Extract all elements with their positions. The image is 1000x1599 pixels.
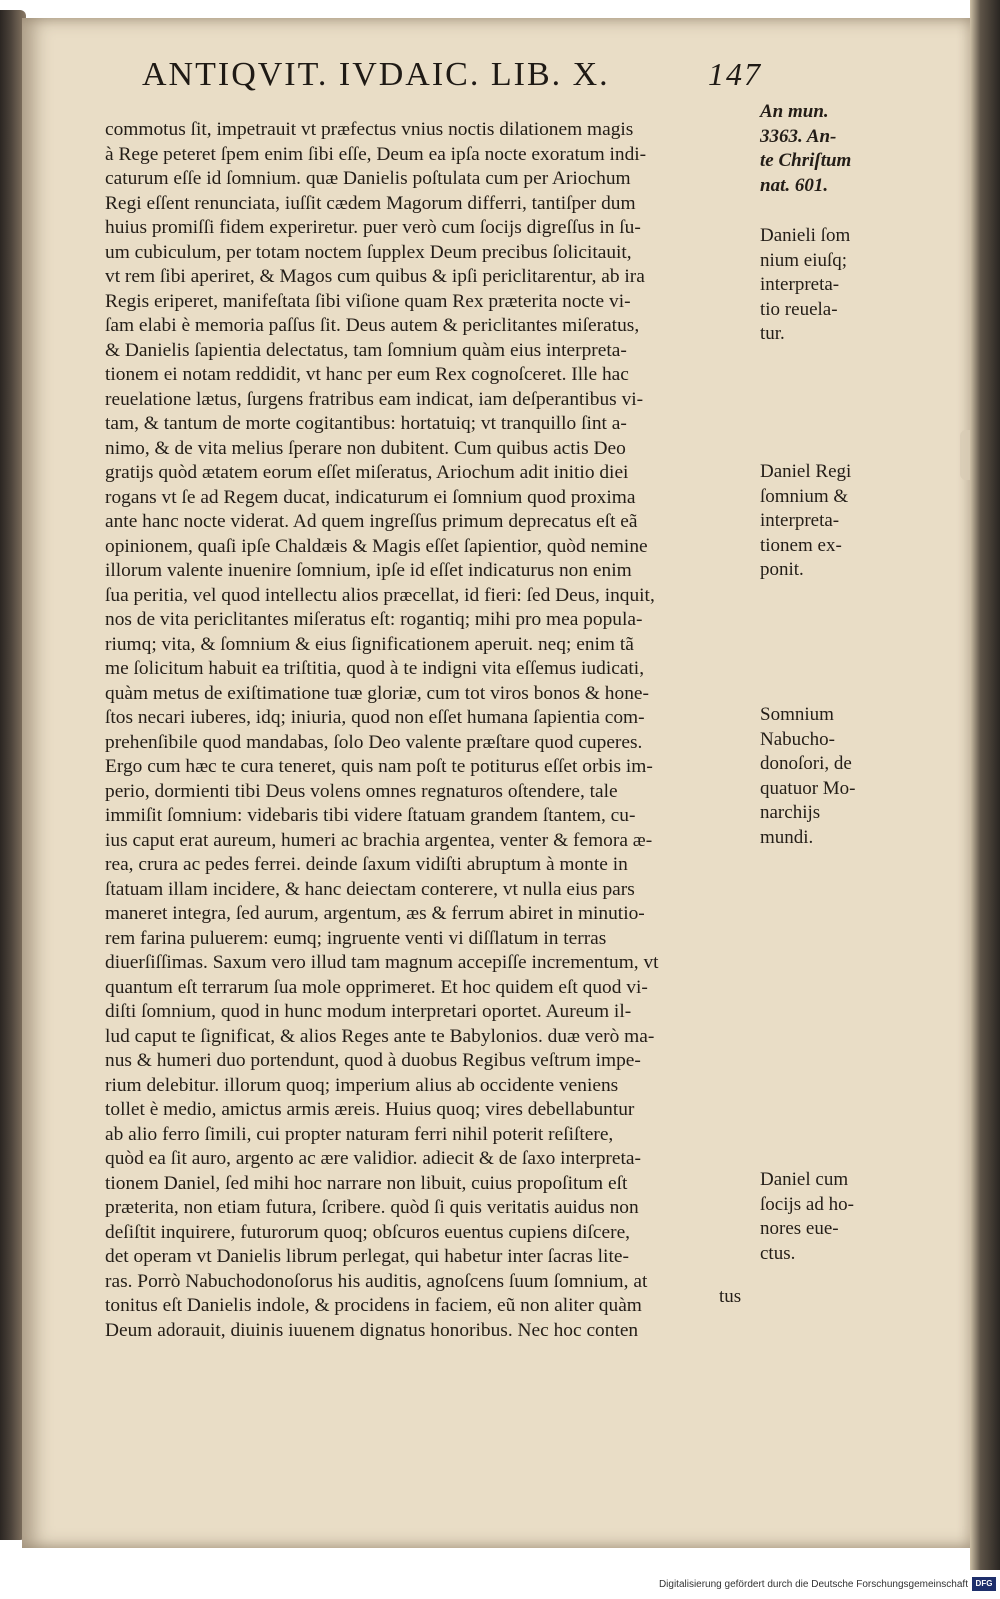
- facing-page-bleed: [22, 138, 36, 1388]
- marginal-note-line: An mun.: [760, 101, 829, 122]
- marginal-note-line: tio reuela-: [760, 298, 838, 320]
- text-line: commotus ſit, impetrauit vt præfectus vnius noctis dilationem magis: [105, 119, 634, 140]
- text-line: rogans vt ſe ad Regem ducat, indicaturum ei ſomnium quod proxima: [105, 486, 636, 508]
- marginal-note-four-monarchies: [760, 703, 856, 850]
- marginal-note-line: Danieli ſom: [760, 225, 851, 246]
- marginal-note-line: donoſori, de: [760, 753, 852, 774]
- text-line: riumq; vita, & ſomnium & eius ſignificationem aperuit. neq; enim tã: [105, 633, 634, 655]
- text-line: nimo, & de vita melius ſperare non dubitent. Cum quibus actis Deo: [105, 437, 626, 459]
- text-line: illorum valente inuenire ſomnium, ipſe id eſſet indicaturus non enim: [105, 560, 632, 581]
- marginal-note-line: narchijs: [760, 802, 821, 823]
- text-line: rem farina puluerem: eumq; ingruente venti vi diſſlatum in terras: [105, 927, 607, 949]
- text-line: diſti ſomnium, quod in hunc modum interpretari oportet. Aureum il-: [105, 1001, 632, 1022]
- text-line: ius caput erat aureum, humeri ac brachia argentea, venter & femora æ-: [105, 829, 653, 851]
- marginal-note-line: tionem ex-: [760, 534, 842, 556]
- text-line: rea, crura ac pedes ferrei. deinde ſaxum vidiſti abruptum à monte in: [105, 854, 628, 875]
- text-line: lud caput te ſignificat, & alios Reges ante te Babylonios. duæ verò ma-: [105, 1025, 655, 1047]
- body-text: [105, 118, 755, 1343]
- marginal-note-line: Daniel cum: [760, 1169, 849, 1190]
- text-line: ſtatuam illam incidere, & hanc deiectam conterere, vt nulla eius pars: [105, 878, 635, 900]
- marginal-note-line: Daniel Regi: [760, 461, 852, 482]
- text-line: vt rem ſibi aperiret, & Magos cum quibus & ipſi periclitarentur, ab ira: [105, 266, 645, 287]
- text-line: deſiſtit inquirere, futurorum quoq; obſcuros euentus cupiens diſcere,: [105, 1221, 631, 1243]
- text-line: gratijs quòd ætatem eorum eſſet miſeratus, Ariochum adit initio diei: [105, 462, 629, 483]
- marginal-note-line: nat. 601.: [760, 174, 829, 196]
- text-line: Regi eſſent renunciata, iuſſit cædem Magorum differri, tantiſper dum: [105, 192, 636, 214]
- text-line: ſam elabi è memoria paſſus ſit. Deus autem & periclitantes miſeratus,: [105, 315, 640, 336]
- text-line: prehenſibile quod mandabas, ſolo Deo valente præſtare quod cuperes.: [105, 731, 643, 753]
- marginal-note-revelation: [760, 224, 850, 347]
- text-line: diuerſiſſimas. Saxum vero illud tam magnum accepiſſe incrementum, vt: [105, 952, 659, 973]
- text-line: huius promiſſi fidem experiretur. puer verò cum ſocijs digreſſus in ſu-: [105, 217, 641, 238]
- text-line: nos de vita periclitantes miſeratus eſt: rogantiq; mihi pro mea popula-: [105, 609, 643, 630]
- text-line: maneret integra, ſed aurum, argentum, æs & ferrum abiret in minutio-: [105, 903, 645, 924]
- marginal-note-line: ctus.: [760, 1242, 796, 1264]
- text-line: tollet è medio, amictus armis æreis. Huius quoq; vires debellabuntur: [105, 1099, 635, 1120]
- marginal-note-line: Nabucho-: [760, 728, 835, 750]
- running-head: [142, 56, 762, 102]
- text-line: ante hanc nocte viderat. Ad quem ingreſſus primum deprecatus eſt eã: [105, 511, 638, 532]
- marginal-note-dream-exposed: [760, 460, 851, 583]
- marginal-note-honors: [760, 1168, 854, 1266]
- marginal-note-line: te Chriſtum: [760, 150, 852, 171]
- text-line: Regis eriperet, manifeſtata ſibi viſione quam Rex præterita nocte vi-: [105, 290, 631, 312]
- text-line: perio, dormienti tibi Deus volens omnes regnaturos oſtendere, tale: [105, 780, 618, 802]
- text-line: tonitus eſt Danielis indole, & procidens in faciem, eũ non aliter quàm: [105, 1295, 642, 1316]
- dfg-logo-icon: DFG: [972, 1577, 996, 1591]
- text-line: rium delebitur. illorum quoq; imperium alius ab occidente veniens: [105, 1074, 619, 1096]
- text-line: quòd ea ſit auro, argento ac ære validior. adiecit & de ſaxo interpreta-: [105, 1148, 641, 1169]
- marginal-note-line: ponit.: [760, 559, 804, 580]
- marginal-note-year: [760, 100, 851, 198]
- running-head-title: ANTIQVIT. IVDAIC. LIB. X.: [142, 56, 610, 93]
- marginal-note-line: nores eue-: [760, 1218, 839, 1239]
- marginal-note-line: mundi.: [760, 826, 814, 848]
- text-line: & Danielis ſapientia delectatus, tam ſomnium quàm eius interpreta-: [105, 339, 627, 361]
- book-page: [22, 18, 972, 1548]
- text-line: opinionem, quaſi ipſe Chaldæis & Magis eſſet ſapientior, quòd nemine: [105, 535, 648, 557]
- text-line: Deum adorauit, diuinis iuuenem dignatus honoribus. Nec hoc conten: [105, 1319, 639, 1341]
- marginal-note-line: Somnium: [760, 704, 834, 725]
- text-line: ſtos necari iuberes, idq; iniuria, quod non eſſet humana ſapientia com-: [105, 707, 645, 728]
- text-line: det operam vt Danielis librum perlegat, qui habetur inter ſacras lite-: [105, 1246, 629, 1267]
- text-line: ras. Porrò Nabuchodonoſorus his auditis, agnoſcens ſuum ſomnium, at: [105, 1270, 648, 1292]
- book-fore-edge: [970, 0, 1000, 1570]
- text-line: Ergo cum hæc te cura teneret, quis nam poſt te potiturus eſſet orbis im-: [105, 756, 653, 777]
- text-line: ab alio ferro ſimili, cui propter naturam ferri nihil poterit reſiſtere,: [105, 1123, 614, 1145]
- text-line: quàm metus de exiſtimatione tuæ gloriæ, cum tot viros bonos & hone-: [105, 682, 649, 704]
- text-line: um cubiculum, per totam noctem ſupplex Deum precibus ſolicitauit,: [105, 241, 632, 263]
- catchword: tus: [719, 1286, 742, 1307]
- marginal-note-line: quatuor Mo-: [760, 777, 856, 799]
- marginal-note-line: tur.: [760, 323, 785, 344]
- marginal-note-line: nium eiuſq;: [760, 249, 848, 271]
- text-line: à Rege peteret ſpem enim ſibi eſſe, Deum ea ipſa nocte exoratum indi-: [105, 143, 647, 165]
- marginal-note-line: interpreta-: [760, 510, 840, 531]
- marginal-note-line: 3363. An-: [760, 125, 837, 147]
- marginal-note-line: ſomnium &: [760, 485, 849, 507]
- text-line: nus & humeri duo portendunt, quod à duobus Regibus veſtrum impe-: [105, 1050, 641, 1071]
- marginal-note-line: ſocijs ad ho-: [760, 1193, 854, 1215]
- marginal-note-line: interpreta-: [760, 274, 840, 295]
- footer-credit: Digitalisierung gefördert durch die Deutsche Forschungsgemeinschaft: [658, 1579, 968, 1590]
- text-line: præterita, non etiam futura, ſcribere. quòd ſi quis veritatis auidus non: [105, 1197, 639, 1218]
- text-line: ſua peritia, vel quod intellectu alios præcellat, id fieri: ſed Deus, inquit,: [105, 584, 655, 606]
- text-line: me ſolicitum habuit ea triſtitia, quod à te indigni vita eſſemus iudicati,: [105, 658, 645, 679]
- text-line: caturum eſſe id ſomnium. quæ Danielis poſtulata cum per Ariochum: [105, 168, 631, 189]
- text-line: tionem ei notam reddidit, vt hanc per eum Rex cognoſceret. Ille hac: [105, 364, 629, 385]
- digitization-footer: [0, 1574, 1000, 1599]
- text-line: immiſit ſomnium: videbaris tibi videre ſtatuam grandem ſtantem, cu-: [105, 805, 636, 826]
- page-number: 147: [708, 56, 762, 92]
- text-line: tam, & tantum de morte cogitantibus: hortatuiq; vt tranquillo ſint a-: [105, 413, 627, 434]
- text-line: reuelatione lætus, ſurgens fratribus eam indicat, iam deſperantibus vi-: [105, 388, 644, 410]
- text-line: quantum eſt terrarum ſua mole opprimeret. Et hoc quidem eſt quod vi-: [105, 976, 648, 998]
- text-line: tionem Daniel, ſed mihi hoc narrare non libuit, cuius propoſitum eſt: [105, 1172, 628, 1194]
